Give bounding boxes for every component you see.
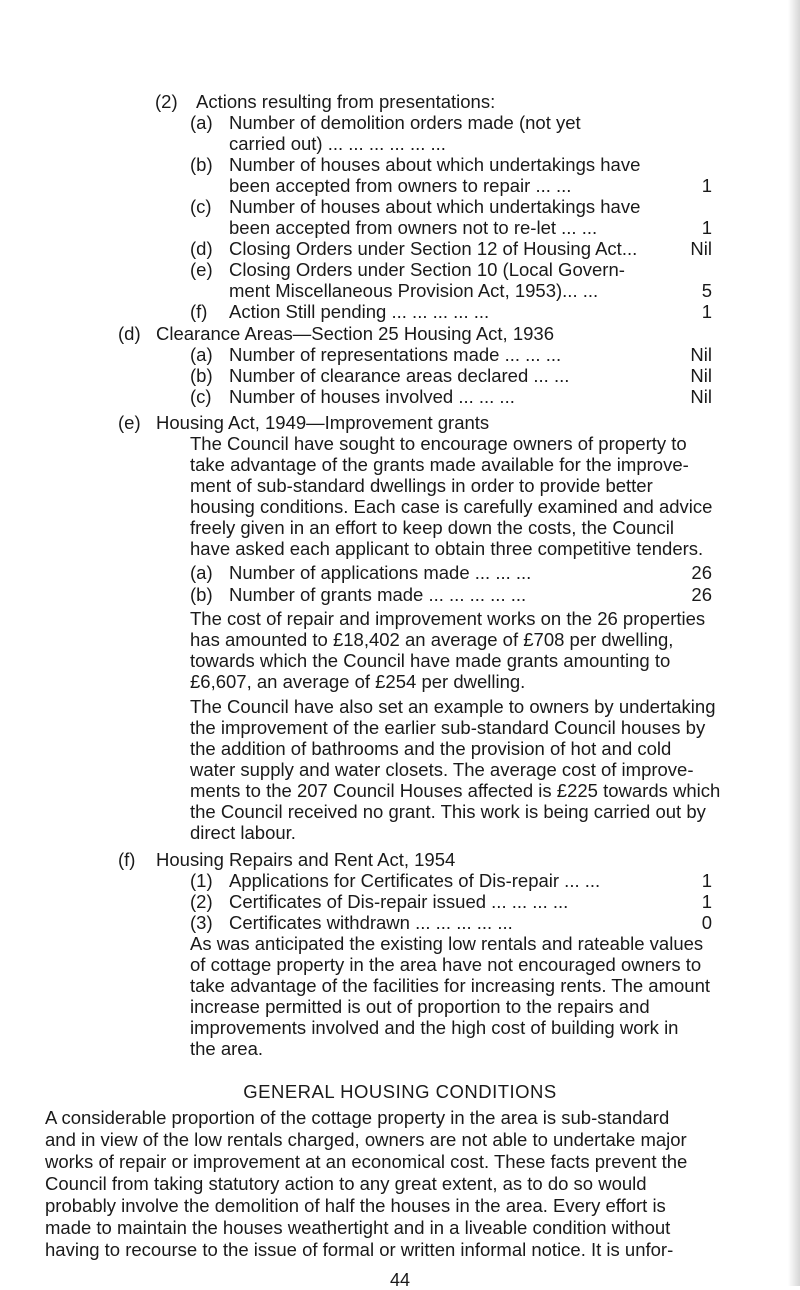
- repairs-3-label: (3): [190, 912, 213, 933]
- grants-paragraph-line: ment of sub-standard dwellings in order to provide better: [190, 474, 653, 496]
- section-e-label: (e): [118, 411, 141, 433]
- item-a-line: carried out) ... ... ... ... ... ...: [229, 132, 446, 154]
- repairs-3-value: 0: [701, 912, 712, 933]
- general-paragraph-line: having to recourse to the issue of formal or written informal notice. It is unfor-: [45, 1239, 674, 1260]
- item-b-label: (b): [190, 153, 213, 175]
- example-paragraph-line: ments to the 207 Council Houses affected is £225 towards which: [190, 780, 721, 802]
- grants-a-line: Number of applications made ... ... ...: [229, 562, 532, 584]
- grants-paragraph-line: freely given in an effort to keep down the costs, the Council: [190, 516, 675, 538]
- page-number: 44: [389, 1270, 411, 1290]
- repairs-2-line: Certificates of Dis-repair issued ... ... ... ...: [229, 891, 569, 912]
- item-a-line: Number of demolition orders made (not yet: [229, 111, 581, 133]
- item-b-line: Number of houses about which undertakings have: [229, 153, 641, 175]
- general-paragraph-line: A considerable proportion of the cottage property in the area is sub-standard: [45, 1107, 670, 1128]
- grants-paragraph-line: have asked each applicant to obtain three competitive tenders.: [190, 537, 704, 559]
- general-paragraph-line: probably involve the demolition of half the houses in the area. Every effort is: [45, 1195, 666, 1216]
- clearance-c-line: Number of houses involved ... ... ...: [229, 385, 515, 407]
- rentals-paragraph-line: increase permitted is out of proportion to the repairs and: [190, 996, 650, 1017]
- grants-b-line: Number of grants made ... ... ... ... ...: [229, 583, 527, 605]
- example-paragraph-line: The Council have also set an example to owners by undertaking: [190, 696, 716, 718]
- example-paragraph-line: the Council received no grant. This work is being carried out by: [190, 801, 706, 823]
- item-f-value: 1: [701, 300, 712, 322]
- general-paragraph-line: Council from taking statutory action to any great extent, as to do so would: [45, 1173, 647, 1194]
- grants-a-value: 26: [691, 562, 712, 584]
- cost-paragraph-line: towards which the Council have made grants amounting to: [190, 650, 671, 672]
- section-2-label: (2): [155, 90, 178, 112]
- item-d-value: Nil: [690, 237, 712, 259]
- item-f-label: (f): [190, 300, 208, 322]
- clearance-c-label: (c): [190, 385, 212, 407]
- section-d-label: (d): [118, 322, 141, 344]
- example-paragraph-line: water supply and water closets. The average cost of improve-: [190, 759, 694, 781]
- section-2-title: Actions resulting from presentations:: [196, 90, 496, 112]
- item-a-label: (a): [190, 111, 213, 133]
- item-c-label: (c): [190, 195, 212, 217]
- clearance-a-value: Nil: [690, 343, 712, 365]
- item-e-line: ment Miscellaneous Provision Act, 1953)... ...: [229, 279, 599, 301]
- clearance-b-value: Nil: [690, 364, 712, 386]
- grants-paragraph-line: housing conditions. Each case is carefully examined and advice: [190, 495, 713, 517]
- item-c-line: Number of houses about which undertakings have: [229, 195, 641, 217]
- clearance-a-label: (a): [190, 343, 213, 365]
- rentals-paragraph-line: the area.: [190, 1038, 264, 1059]
- grants-a-label: (a): [190, 562, 213, 584]
- clearance-b-line: Number of clearance areas declared ... ...: [229, 364, 570, 386]
- item-e-value: 5: [701, 279, 712, 301]
- clearance-b-label: (b): [190, 364, 213, 386]
- item-e-label: (e): [190, 258, 213, 280]
- grants-b-label: (b): [190, 583, 213, 605]
- section-d-title: Clearance Areas—Section 25 Housing Act, 1936: [156, 322, 554, 344]
- cost-paragraph-line: has amounted to £18,402 an average of £708 per dwelling,: [190, 629, 674, 651]
- grants-b-value: 26: [691, 583, 712, 605]
- repairs-2-label: (2): [190, 891, 213, 912]
- general-paragraph-line: works of repair or improvement at an economical cost. These facts prevent the: [45, 1151, 688, 1172]
- example-paragraph-line: the improvement of the earlier sub-standard Council houses by: [190, 717, 706, 739]
- item-b-line: been accepted from owners to repair ... ...: [229, 174, 572, 196]
- grants-paragraph-line: The Council have sought to encourage owners of property to: [190, 432, 687, 454]
- item-d-line: Closing Orders under Section 12 of Housing Act...: [229, 237, 638, 259]
- grants-paragraph-line: take advantage of the grants made available for the improve-: [190, 453, 689, 475]
- item-e-line: Closing Orders under Section 10 (Local Govern-: [229, 258, 625, 280]
- item-b-value: 1: [701, 174, 712, 196]
- rentals-paragraph-line: As was anticipated the existing low rentals and rateable values: [190, 933, 704, 954]
- rentals-paragraph-line: improvements involved and the high cost of building work in: [190, 1017, 679, 1038]
- item-f-line: Action Still pending ... ... ... ... ...: [229, 300, 490, 322]
- section-e-title: Housing Act, 1949—Improvement grants: [156, 411, 490, 433]
- clearance-a-line: Number of representations made ... ... ...: [229, 343, 562, 365]
- example-paragraph-line: direct labour.: [190, 822, 296, 844]
- cost-paragraph-line: £6,607, an average of £254 per dwelling.: [190, 671, 526, 693]
- rentals-paragraph-line: take advantage of the facilities for increasing rents. The amount: [190, 975, 711, 996]
- repairs-3-line: Certificates withdrawn ... ... ... ... ...: [229, 912, 513, 933]
- item-c-value: 1: [701, 216, 712, 238]
- section-f-label: (f): [118, 848, 136, 870]
- repairs-1-line: Applications for Certificates of Dis-repair ... ...: [229, 870, 601, 891]
- repairs-1-value: 1: [701, 870, 712, 891]
- item-d-label: (d): [190, 237, 213, 259]
- repairs-2-value: 1: [701, 891, 712, 912]
- item-c-line: been accepted from owners not to re-let ... ...: [229, 216, 598, 238]
- section-f-title: Housing Repairs and Rent Act, 1954: [156, 848, 456, 870]
- repairs-1-label: (1): [190, 870, 213, 891]
- rentals-paragraph-line: of cottage property in the area have not encouraged owners to: [190, 954, 702, 975]
- example-paragraph-line: the addition of bathrooms and the provision of hot and cold: [190, 738, 672, 760]
- general-paragraph-line: made to maintain the houses weathertight and in a liveable condition without: [45, 1217, 671, 1238]
- general-housing-heading: GENERAL HOUSING CONDITIONS: [243, 1081, 557, 1102]
- clearance-c-value: Nil: [690, 385, 712, 407]
- cost-paragraph-line: The cost of repair and improvement works on the 26 properties: [190, 608, 706, 630]
- general-paragraph-line: and in view of the low rentals charged, owners are not able to undertake major: [45, 1129, 687, 1150]
